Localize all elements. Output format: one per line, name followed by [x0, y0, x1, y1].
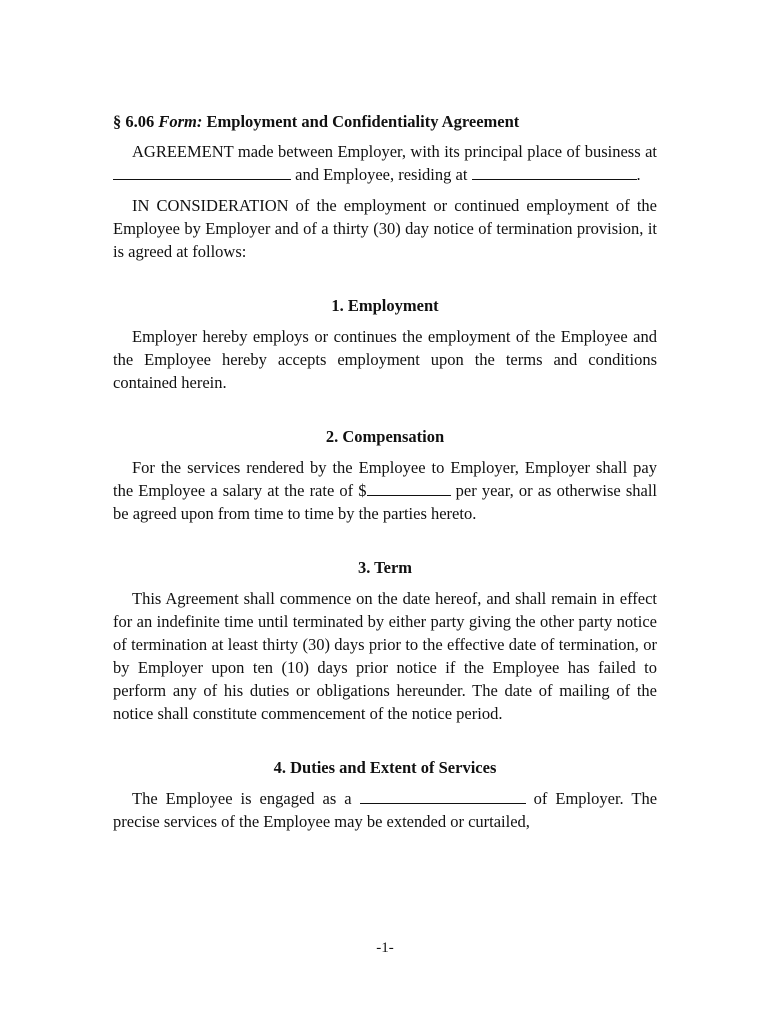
compensation-text-1: For the services rendered by the Employee to Employer, Employer shall pay the Employee a salary at the rate of $ — [113, 458, 657, 500]
title-text: Employment and Confidentiality Agreement — [206, 112, 520, 131]
intro-text-3: . — [636, 165, 641, 184]
consideration-paragraph: IN CONSIDERATION of the employment or continued employment of the Employee by Employer and of a thirty (30) day notice of termination provision, it is agreed at follows: — [113, 196, 657, 261]
compensation-text-2: per year, or as otherwise shall be agreed upon from time to time by the parties hereto. — [113, 481, 658, 523]
term-heading: 3. Term — [357, 558, 413, 577]
page-number: -1- — [376, 940, 394, 956]
employer-address-blank — [113, 164, 291, 180]
intro-text-1: AGREEMENT made between Employer, with its principal place of business at — [132, 142, 657, 161]
job-title-blank — [360, 788, 526, 804]
compensation-paragraph — [113, 456, 657, 525]
duties-text-2: of Employer. The precise services of the Employee may be extended or curtailed, — [113, 789, 658, 831]
duties-heading: 4. Duties and Extent of Services — [273, 758, 497, 777]
employee-address-blank — [472, 164, 637, 180]
section-number: § 6.06 — [113, 112, 155, 131]
employment-heading: 1. Employment — [331, 296, 439, 315]
term-paragraph: This Agreement shall commence on the date hereof, and shall remain in effect for an indefinite time until terminated by either party giving the other party notice of termination at least thirty (30) days prior to the effective date of termination, or by Employer upon ten (10) days prior notice if the Employee has failed to perform any of his duties or obligations hereunder. The date of mailing of the notice shall constitute commencement of the notice period. — [113, 589, 657, 723]
employment-paragraph: Employer hereby employs or continues the employment of the Employee and the Employee hereby accepts employment upon the terms and conditions contained herein. — [113, 327, 657, 392]
duties-paragraph — [113, 787, 657, 833]
document-title — [113, 110, 657, 133]
duties-text-1: The Employee is engaged as a — [132, 789, 352, 808]
document-page — [113, 110, 657, 833]
intro-paragraph — [113, 140, 657, 186]
compensation-heading: 2. Compensation — [325, 427, 445, 446]
form-label: Form: — [158, 112, 203, 131]
salary-blank — [367, 480, 451, 496]
intro-text-2: and Employee, residing at — [295, 165, 468, 184]
